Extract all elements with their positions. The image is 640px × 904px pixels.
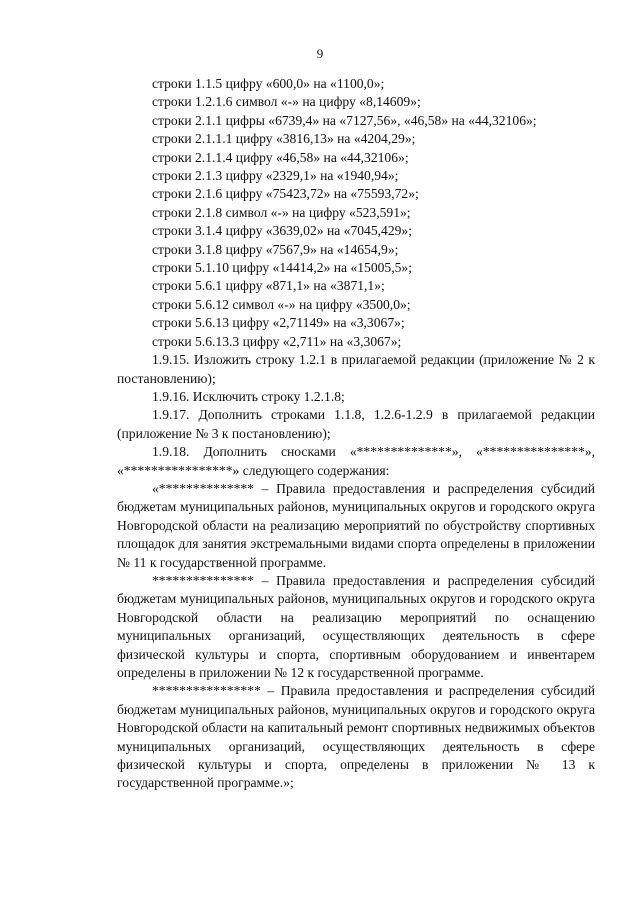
document-body (117, 75, 595, 793)
footnote-14: «************** – Правила предоставления и распределения субсидий бюджетам муниципальных районов, муниципальных округов и городского округа Новгородской области на реализацию мероприятий по обустройству спортивных площадок для занятия экстремальными видами спорта определены в приложении № 11 к государственной программе. (117, 480, 595, 570)
footnote-16: **************** – Правила предоставления и распределения субсидий бюджетам муниципальных районов, муниципальных округов и городского округа Новгородской области на капитальный ремонт спортивных недвижимых объектов муниципальных организаций, осуществляющих деятельность в сфере физической культуры и спорта, определены в приложении № 13 к государственной программе.»; (117, 683, 595, 791)
amendment-line: строки 5.6.13.3 цифру «2,711» на «3,3067»; (152, 333, 402, 349)
amendment-line: строки 5.6.12 символ «-» на цифру «3500,0»; (152, 296, 411, 312)
amendment-line: строки 2.1.1 цифры «6739,4» на «7127,56», «46,58» на «44,32106»; (152, 112, 537, 128)
footnote-15: *************** – Правила предоставления и распределения субсидий бюджетам муниципальных районов, муниципальных округов и городского округа Новгородской области на реализацию мероприятий по оснащению муниципальных организаций, осуществляющих деятельность в сфере физической культуры и спорта, спортивным оборудованием и инвентарем определены в приложении № 12 к государственной программе. (117, 572, 595, 680)
amendment-line: строки 1.2.1.6 символ «-» на цифру «8,14609»; (152, 94, 421, 110)
amendment-line: строки 3.1.8 цифру «7567,9» на «14654,9»; (152, 241, 399, 257)
amendment-line: строки 2.1.3 цифру «2329,1» на «1940,94»; (152, 168, 399, 184)
amendment-line: строки 2.1.1.1 цифру «3816,13» на «4204,29»; (152, 131, 416, 147)
amendment-line: строки 2.1.1.4 цифру «46,58» на «44,32106»; (152, 149, 409, 165)
amendment-line: строки 3.1.4 цифру «3639,02» на «7045,429»; (152, 223, 412, 239)
amendment-line: строки 1.1.5 цифру «600,0» на «1100,0»; (152, 76, 385, 91)
page-number: 9 (316, 46, 324, 61)
item-1-9-15: 1.9.15. Изложить строку 1.2.1 в прилагаемой редакции (приложение № 2 к постановлению); (117, 352, 595, 386)
item-1-9-17: 1.9.17. Дополнить строками 1.1.8, 1.2.6-1.2.9 в прилагаемой редакции (приложение № 3 к постановлению); (117, 407, 595, 441)
amendment-line: строки 2.1.6 цифру «75423,72» на «75593,72»; (152, 186, 419, 202)
item-1-9-16: 1.9.16. Исключить строку 1.2.1.8; (152, 388, 345, 404)
item-1-9-18: 1.9.18. Дополнить сносками «**************», «***************», «****************» следующего содержания: (117, 444, 595, 478)
amendment-line: строки 5.1.10 цифру «14414,2» на «15005,5»; (152, 260, 412, 276)
amendment-line: строки 2.1.8 символ «-» на цифру «523,591»; (152, 204, 411, 220)
amendment-line: строки 5.6.13 цифру «2,71149» на «3,3067»; (152, 315, 405, 331)
amendment-line: строки 5.6.1 цифру «871,1» на «3871,1»; (152, 278, 385, 294)
